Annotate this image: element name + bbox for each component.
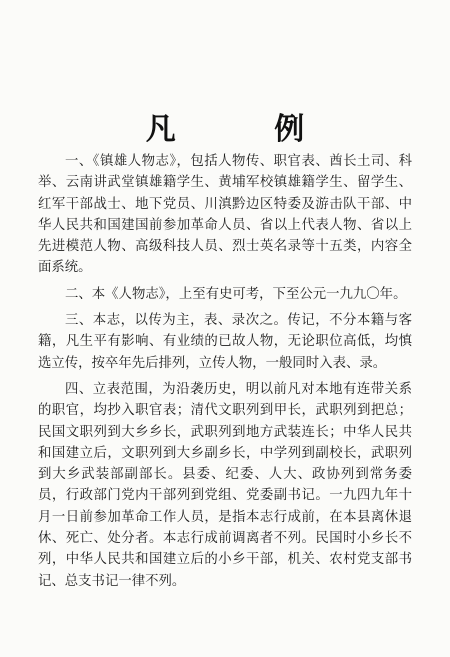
- paragraph-2: 二、本《人物志》，上至有史可考，下至公元一九九〇年。: [65, 286, 407, 302]
- paragraph-4: 四、立表范围，为沿袭历史，明以前凡对本地有连带关系的职官，均抄入职官表；清代文职列到甲长，武职列到把总；民国文职列到大乡乡长，武职列到地方武装连长；中华人民共和国建立后，文职列到大乡副乡长，中学列到副校长，武职列到大乡武装部副部长。县委、纪委、人大、政协列到常务委员，行政部门党内干部列到党组、党委副书记。一九四九年十月一日前参加革命工作人员，是指本志行成前，在本县离休退休、死亡、处分者。本志行成前调离者不列。民国时小乡长不列，中华人民共和国建立后的小乡干部，机关、农村党支部书记、总支书记一律不列。: [38, 381, 412, 589]
- body-text: [38, 151, 412, 597]
- paragraph-3: 三、本志，以传为主，表、录次之。传记，不分本籍与客籍，凡生平有影响、有业绩的已故人物，无论职位高低，均慎选立传，按卒年先后排列，立传人物，一般同时入表、录。: [38, 313, 412, 371]
- paragraph-1: 一、《镇雄人物志》，包括人物传、职官表、酋长土司、科举、云南讲武堂镇雄籍学生、黄埔军校镇雄籍学生、留学生、红军干部战士、地下党员、川滇黔边区特委及游击队干部、中华人民共和国建国前参加革命人员、省以上代表人物、省以上先进模范人物、高级科技人员、烈士英名录等十五类，内容全面系统。: [38, 154, 412, 276]
- page-title: 凡 例: [145, 112, 349, 147]
